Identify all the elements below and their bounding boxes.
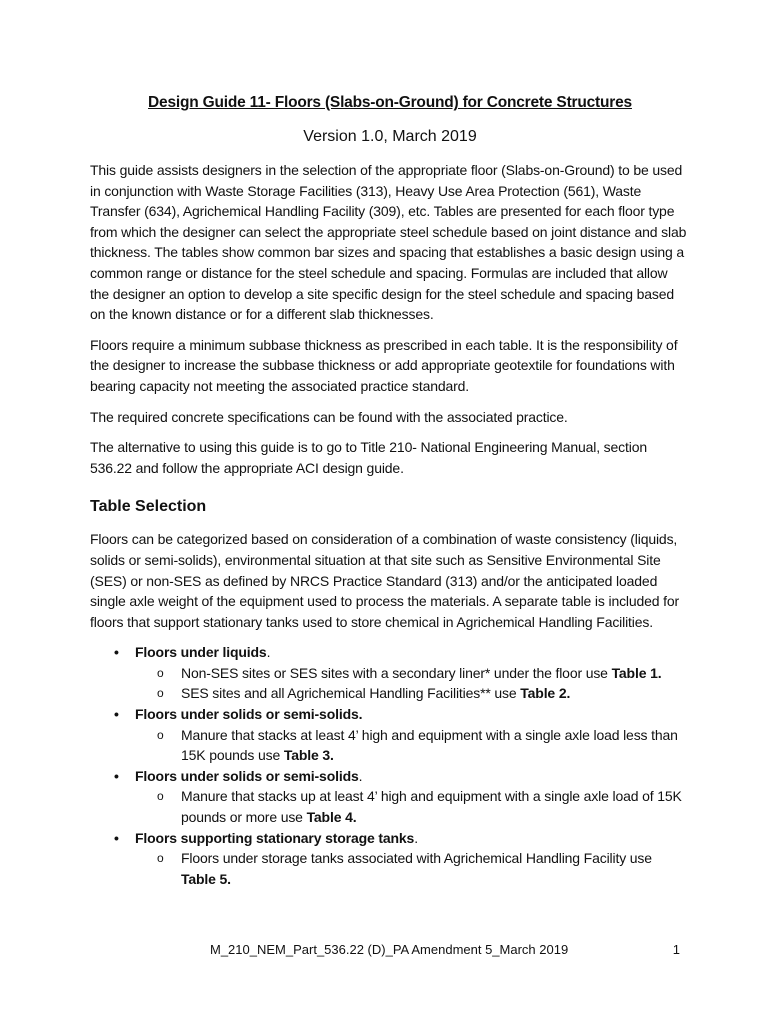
sub-bullet-icon: o: [157, 727, 164, 742]
sub-item-text: Manure that stacks up at least 4’ high and equipment with a single axle load of 15K pounds or more use: [181, 788, 682, 826]
concrete-spec-paragraph: The required concrete specifications can be found with the associated practice.: [90, 408, 568, 425]
document-title: Design Guide 11- Floors (Slabs-on-Ground) for Concrete Structures: [148, 94, 632, 111]
bullet-icon: •: [114, 706, 119, 723]
table-reference: Table 4.: [306, 809, 357, 826]
sub-list: [135, 786, 690, 827]
table-reference: Table 3.: [283, 747, 334, 764]
sub-item-text: Non-SES sites or SES sites with a secondary liner* under the floor use: [181, 664, 612, 681]
list-item: [90, 828, 690, 890]
sub-list: [135, 725, 690, 766]
section-heading-table-selection: Table Selection: [90, 498, 207, 516]
sub-list-item: [135, 683, 690, 704]
sub-bullet-icon: o: [157, 789, 164, 804]
sub-list-item: [135, 848, 690, 889]
intro-paragraph: This guide assists designers in the selection of the appropriate floor (Slabs-on-Ground) to be used in conjunction with Waste Storage Facilities (313), Heavy Use Area Protection (561), Waste Transfer (634), Agrichemical Handling Facility (309), etc. Tables are presented for each floor type from which the designer can select the appropriate steel schedule based on joint distance and slab thickness. The tables show common bar sizes and spacing that establishes a basic design using a common range or distance for the steel schedule and spacing. Formulas are included that allow the designer an option to develop a site specific design for the steel schedule and spacing based on the known distance or for a different slab thicknesses.: [90, 162, 687, 323]
table-selection-paragraph: Floors can be categorized based on consideration of a combination of waste consistency (liquids, solids or semi-solids), environmental situation at that site such as Sensitive Environmental Site (SES) or non-SES as defined by NRCS Practice Standard (313) and/or the anticipated loaded single axle weight of the equipment used to process the materials. A separate table is included for floors that support stationary tanks used to store chemical in Agrichemical Handling Facilities.: [90, 531, 680, 630]
bullet-label: Floors under solids or semi-solids.: [135, 706, 363, 723]
document-version: Version 1.0, March 2019: [303, 128, 477, 145]
sub-list-item: [135, 786, 690, 827]
sub-bullet-icon: o: [157, 851, 164, 866]
page-number: 1: [672, 942, 680, 957]
sub-item-text: SES sites and all Agrichemical Handling Facilities** use: [181, 685, 521, 702]
subbase-paragraph: Floors require a minimum subbase thickness as prescribed in each table. It is the responsibility of the designer to increase the subbase thickness or add appropriate geotextile for foundations with bearing capacity not meeting the associated practice standard.: [90, 336, 678, 394]
document-body: [90, 94, 690, 889]
sub-bullet-icon: o: [157, 686, 164, 701]
alternative-paragraph: The alternative to using this guide is to go to Title 210- National Engineering Manual, section 536.22 and follow the appropriate ACI design guide.: [90, 439, 647, 476]
bullet-period: .: [266, 644, 271, 661]
list-item: [90, 704, 690, 766]
sub-list-item: [135, 663, 690, 684]
bullet-icon: •: [114, 767, 119, 784]
sub-item-text: Manure that stacks at least 4’ high and equipment with a single axle load less than 15K pounds use: [181, 726, 678, 764]
footer-reference: M_210_NEM_Part_536.22 (D)_PA Amendment 5_March 2019: [210, 942, 569, 957]
sub-item-text: Floors under storage tanks associated with Agrichemical Handling Facility use: [181, 850, 652, 867]
sub-bullet-icon: o: [157, 665, 164, 680]
bullet-icon: •: [114, 644, 119, 661]
bullet-label: Floors under liquids: [135, 644, 267, 661]
sub-list-item: [135, 725, 690, 766]
table-reference: Table 5.: [181, 870, 231, 887]
list-item: [90, 642, 690, 704]
sub-list: [135, 848, 690, 889]
bullet-label: Floors supporting stationary storage tanks: [135, 829, 415, 846]
bullet-period: .: [358, 767, 363, 784]
sub-list: [135, 663, 690, 704]
list-item: [90, 766, 690, 828]
bullet-icon: •: [114, 829, 119, 846]
floor-category-list: [90, 642, 690, 889]
bullet-period: .: [414, 829, 418, 846]
table-reference: Table 1.: [611, 664, 662, 681]
bullet-label: Floors under solids or semi-solids: [135, 767, 359, 784]
table-reference: Table 2.: [520, 685, 571, 702]
